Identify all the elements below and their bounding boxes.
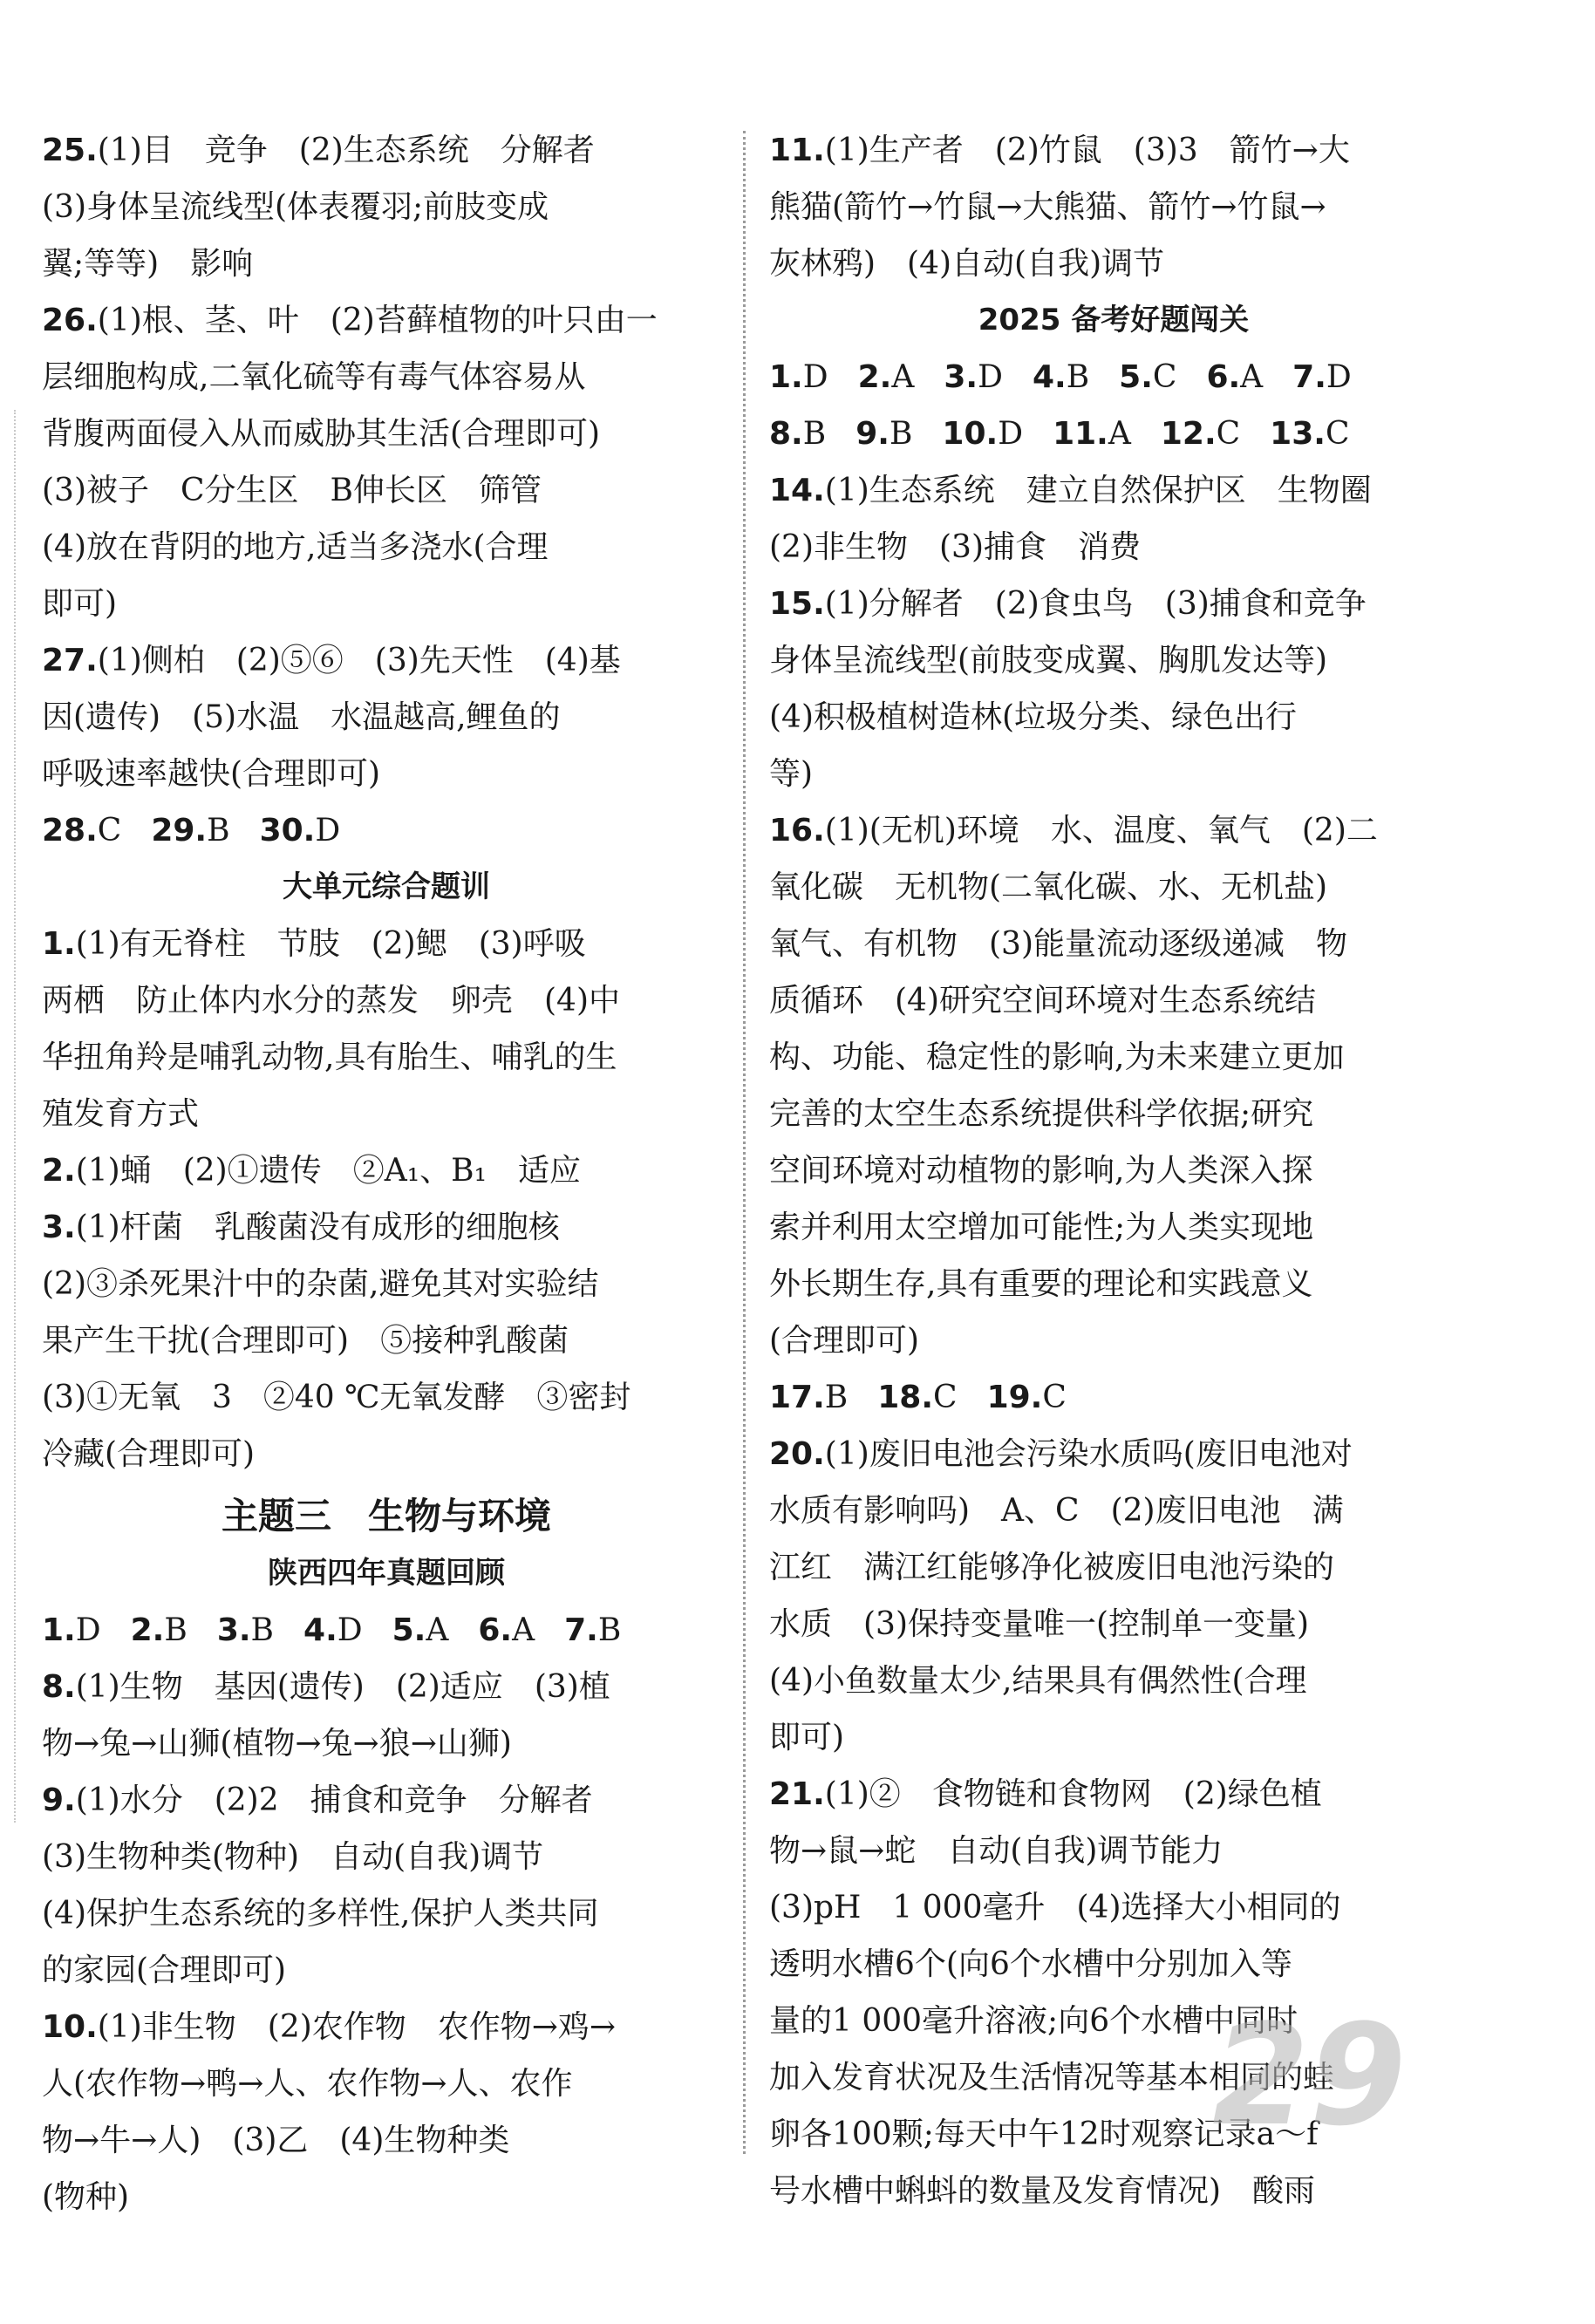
question-number: 26. <box>42 303 98 338</box>
answer-line: (3)被子 C分生区 B伸长区 筛管 <box>42 473 542 508</box>
answer-line: 完善的太空生态系统提供科学依据;研究 <box>769 1096 1314 1132</box>
question-number: 1. <box>42 926 76 962</box>
question-10 <box>42 1999 731 2225</box>
question-number: 25. <box>42 133 98 168</box>
answer-line: 熊猫(箭竹→竹鼠→大熊猫、箭竹→竹鼠→ <box>769 189 1326 225</box>
answer-line: 15.(1)分解者 (2)食虫鸟 (3)捕食和竞争 <box>769 586 1367 622</box>
multiple-choice-row <box>769 1369 1458 1426</box>
question-9 <box>42 1772 731 1999</box>
answer-text <box>42 1199 731 1482</box>
section-heading: 大单元综合题训 <box>283 869 490 904</box>
answer-text <box>769 462 1458 576</box>
answer-line: 3.(1)杆菌 乳酸菌没有成形的细胞核 <box>42 1210 560 1245</box>
choice-answer: 2.A <box>857 359 915 395</box>
answer-line: 水质有影响吗) A、C (2)废旧电池 满 <box>769 1493 1344 1529</box>
answer-line: 物→牛→人) (3)乙 (4)生物种类 <box>42 2123 510 2158</box>
answer-text <box>769 122 1458 292</box>
answer-line: (3)pH 1 000毫升 (4)选择大小相同的 <box>769 1890 1341 1925</box>
question-number: 2. <box>42 1153 76 1189</box>
answer-line: (4)小鱼数量太少,结果具有偶然性(合理 <box>769 1663 1307 1699</box>
multiple-choice-row <box>769 349 1458 406</box>
answer-line: 14.(1)生态系统 建立自然保护区 生物圈 <box>769 473 1372 508</box>
answer-line: (物种) <box>42 2179 130 2215</box>
answer-line: 2.(1)蛹 (2)①遗传 ②A₁、B₁ 适应 <box>42 1153 582 1189</box>
choice-answer: 7.B <box>564 1612 622 1648</box>
answer-line: 构、功能、稳定性的影响,为未来建立更加 <box>769 1039 1345 1075</box>
answer-line: (2)非生物 (3)捕食 消费 <box>769 529 1141 565</box>
answer-line: 加入发育状况及生活情况等基本相同的蛙 <box>769 2060 1335 2096</box>
choice-answer: 6.A <box>1206 359 1264 395</box>
answer-line: 11.(1)生产者 (2)竹鼠 (3)3 箭竹→大 <box>769 133 1350 168</box>
question-number: 8. <box>42 1669 76 1705</box>
answer-line: 卵各100颗;每天中午12时观察记录a～f <box>769 2116 1319 2152</box>
question-8 <box>42 1659 731 1772</box>
answer-text <box>769 1426 1458 1766</box>
answer-line: 灰林鸦) (4)自动(自我)调节 <box>769 246 1165 282</box>
answer-line: (合理即可) <box>769 1323 920 1359</box>
choice-answer: 29.B <box>151 813 230 848</box>
section-heading: 2025 备考好题闯关 <box>978 303 1250 337</box>
choice-answer: 9.B <box>855 416 913 452</box>
answer-line: 翼;等等) 影响 <box>42 246 254 282</box>
choice-answer: 4.D <box>303 1612 363 1648</box>
multiple-choice-row <box>42 1602 731 1659</box>
question-20 <box>769 1426 1458 1766</box>
answer-line: 8.(1)生物 基因(遗传) (2)适应 (3)植 <box>42 1669 610 1705</box>
answer-line: 物→兔→山狮(植物→兔→狼→山狮) <box>42 1726 512 1762</box>
answer-line: 9.(1)水分 (2)2 捕食和竞争 分解者 <box>42 1782 593 1818</box>
answer-line: 20.(1)废旧电池会污染水质吗(废旧电池对 <box>769 1436 1353 1472</box>
multiple-choice-row <box>42 802 731 859</box>
answer-text <box>42 122 731 292</box>
answer-line: (4)保护生态系统的多样性,保护人类共同 <box>42 1896 599 1932</box>
question-16 <box>769 802 1458 1369</box>
answer-line: 外长期生存,具有重要的理论和实践意义 <box>769 1266 1313 1302</box>
answer-line: 人(农作物→鸭→人、农作物→人、农作 <box>42 2066 573 2102</box>
answer-line: 21.(1)② 食物链和食物网 (2)绿色植 <box>769 1776 1322 1812</box>
choice-answer: 30.D <box>259 813 341 848</box>
question-number: 27. <box>42 643 98 678</box>
choice-answer: 11.A <box>1053 416 1131 452</box>
choice-answer: 1.D <box>769 359 828 395</box>
question-number: 20. <box>769 1436 825 1472</box>
question-27 <box>42 632 731 802</box>
question-number: 11. <box>769 133 825 168</box>
choice-answer: 19.C <box>986 1380 1067 1415</box>
question-11 <box>769 122 1458 292</box>
question-number: 21. <box>769 1776 825 1812</box>
answer-line: 27.(1)侧柏 (2)⑤⑥ (3)先天性 (4)基 <box>42 643 621 678</box>
answer-line: 25.(1)目 竞争 (2)生态系统 分解者 <box>42 133 595 168</box>
answer-text <box>42 1659 731 1772</box>
answer-text <box>42 916 731 1142</box>
choice-answer: 5.A <box>392 1612 449 1648</box>
choice-answer: 3.D <box>944 359 1003 395</box>
choice-answer: 4.B <box>1032 359 1090 395</box>
section-heading: 陕西四年真题回顾 <box>268 1556 505 1591</box>
answer-line: (4)积极植树造林(垃圾分类、绿色出行 <box>769 699 1298 735</box>
choice-answer: 5.C <box>1119 359 1177 395</box>
answer-line: 因(遗传) (5)水温 水温越高,鲤鱼的 <box>42 699 561 735</box>
answer-line: (3)①无氧 3 ②40 ℃无氧发酵 ③密封 <box>42 1380 631 1415</box>
answer-line: (2)③杀死果汁中的杂菌,避免其对实验结 <box>42 1266 599 1302</box>
answer-line: 呼吸速率越快(合理即可) <box>42 756 381 792</box>
answer-line: 1.(1)有无脊柱 节肢 (2)鳃 (3)呼吸 <box>42 926 586 962</box>
page-number: 29 <box>1212 1993 1407 2157</box>
answer-line: (3)生物种类(物种) 自动(自我)调节 <box>42 1839 544 1875</box>
answer-text <box>42 1142 731 1199</box>
answer-line: 华扭角羚是哺乳动物,具有胎生、哺乳的生 <box>42 1039 617 1075</box>
choice-answer: 6.A <box>478 1612 535 1648</box>
answer-line: 号水槽中蝌蚪的数量及发育情况) 酸雨 <box>769 2173 1316 2209</box>
answer-text <box>42 1772 731 1999</box>
answer-line: 氧气、有机物 (3)能量流动逐级递减 物 <box>769 926 1347 962</box>
answer-line: 等) <box>769 756 814 792</box>
question-25 <box>42 122 731 292</box>
choice-answer: 1.D <box>42 1612 101 1648</box>
answer-line: (3)身体呈流线型(体表覆羽;前肢变成 <box>42 189 549 225</box>
column-divider <box>743 131 746 2154</box>
question-14 <box>769 462 1458 576</box>
question-15 <box>769 576 1458 802</box>
right-column <box>769 122 1458 2219</box>
question-number: 16. <box>769 813 825 848</box>
answer-line: 果产生干扰(合理即可) ⑤接种乳酸菌 <box>42 1323 569 1359</box>
answer-line: 26.(1)根、茎、叶 (2)苔藓植物的叶只由一 <box>42 303 658 338</box>
multiple-choice-row <box>769 406 1458 462</box>
choice-answer: 17.B <box>769 1380 849 1415</box>
topic-title: 主题三 生物与环境 <box>221 1495 551 1537</box>
choice-answer: 10.D <box>942 416 1024 452</box>
unit-question-2 <box>42 1142 731 1199</box>
answer-line: 殖发育方式 <box>42 1096 200 1132</box>
answer-line: 量的1 000毫升溶液;向6个水槽中同时 <box>769 2003 1298 2039</box>
answer-line: 物→鼠→蛇 自动(自我)调节能力 <box>769 1833 1224 1869</box>
choice-answer: 18.C <box>877 1380 958 1415</box>
unit-question-3 <box>42 1199 731 1482</box>
answer-line: 空间环境对动植物的影响,为人类深入探 <box>769 1153 1313 1189</box>
answer-text <box>769 576 1458 802</box>
question-number: 14. <box>769 473 825 508</box>
answer-line: 身体呈流线型(前肢变成翼、胸肌发达等) <box>769 643 1328 678</box>
choice-answer: 8.B <box>769 416 827 452</box>
answer-line: 10.(1)非生物 (2)农作物 农作物→鸡→ <box>42 2009 617 2045</box>
left-column <box>42 122 731 2225</box>
question-26 <box>42 292 731 632</box>
choice-answer: 28.C <box>42 813 122 848</box>
answer-line: 江红 满江红能够净化被废旧电池污染的 <box>769 1550 1335 1585</box>
unit-question-1 <box>42 916 731 1142</box>
answer-text <box>42 292 731 632</box>
question-number: 3. <box>42 1210 76 1245</box>
answer-line: 索并利用太空增加可能性;为人类实现地 <box>769 1210 1314 1245</box>
question-number: 15. <box>769 586 825 622</box>
choice-answer: 2.B <box>130 1612 187 1648</box>
question-number: 9. <box>42 1782 76 1818</box>
answer-line: 质循环 (4)研究空间环境对生态系统结 <box>769 983 1316 1019</box>
answer-line: 即可) <box>769 1720 845 1755</box>
answer-line: 背腹两面侵入从而威胁其生活(合理即可) <box>42 416 601 452</box>
question-number: 10. <box>42 2009 98 2045</box>
choice-answer: 13.C <box>1270 416 1350 452</box>
answer-line: 两栖 防止体内水分的蒸发 卵壳 (4)中 <box>42 983 620 1019</box>
answer-text <box>42 632 731 802</box>
answer-line: 的家园(合理即可) <box>42 1953 287 1988</box>
answer-line: 层细胞构成,二氧化硫等有毒气体容易从 <box>42 359 586 395</box>
choice-answer: 12.C <box>1160 416 1241 452</box>
answer-line: 16.(1)(无机)环境 水、温度、氧气 (2)二 <box>769 813 1378 848</box>
choice-answer: 3.B <box>216 1612 275 1648</box>
choice-answer: 7.D <box>1292 359 1352 395</box>
answer-line: 透明水槽6个(向6个水槽中分别加入等 <box>769 1946 1292 1982</box>
answer-line: 冷藏(合理即可) <box>42 1436 256 1472</box>
answer-text <box>769 802 1458 1369</box>
answer-line: (4)放在背阴的地方,适当多浇水(合理 <box>42 529 549 565</box>
answer-line: 即可) <box>42 586 118 622</box>
binding-margin-dots <box>14 410 16 1823</box>
answer-text <box>42 1999 731 2225</box>
answer-line: 水质 (3)保持变量唯一(控制单一变量) <box>769 1606 1310 1642</box>
answer-line: 氧化碳 无机物(二氧化碳、水、无机盐) <box>769 869 1328 905</box>
